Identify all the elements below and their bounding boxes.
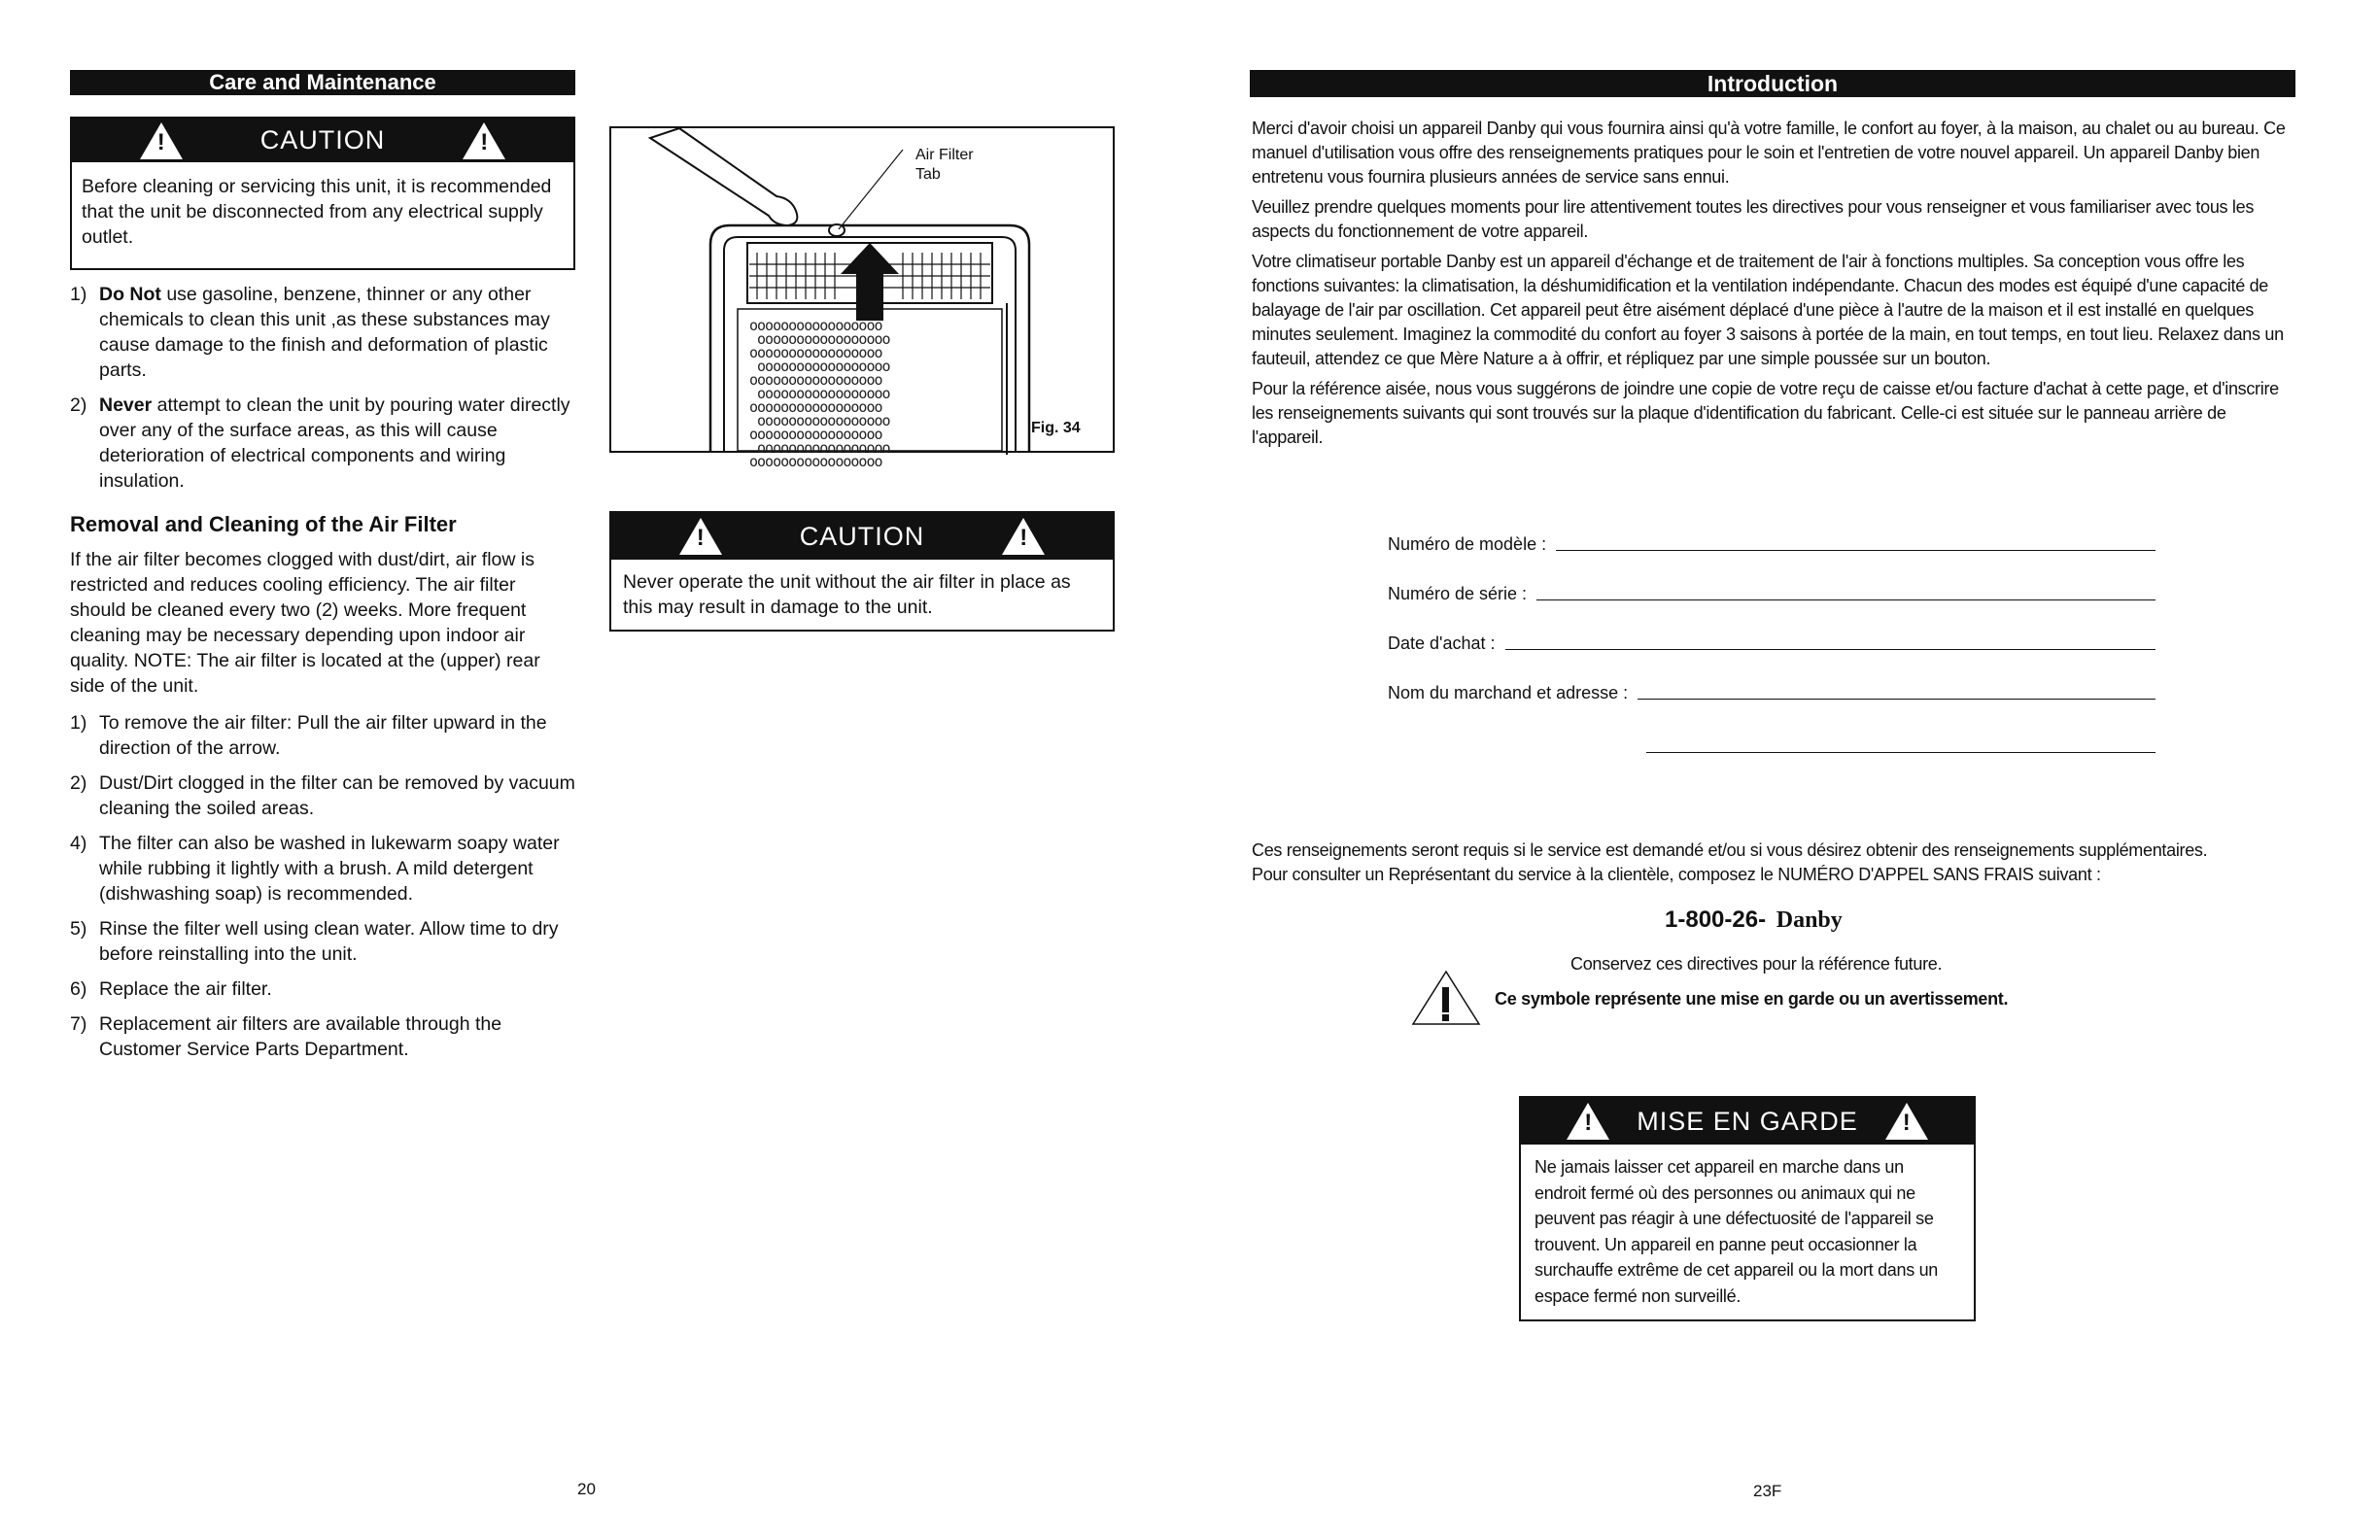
dealer-address-field[interactable] — [1388, 683, 2156, 703]
warning-triangle-icon: ! — [463, 122, 505, 159]
caution-heading — [611, 513, 1113, 560]
danby-logo: Danby — [1776, 907, 1843, 933]
keep-instructions-text: Conservez ces directives pour la référence future. — [1570, 954, 1943, 974]
figure-divider — [1006, 303, 1008, 455]
step-item: 2) Dust/Dirt clogged in the filter can be removed by vacuum cleaning the soiled areas. — [70, 772, 575, 819]
warning-triangle-icon: ! — [140, 122, 183, 159]
mise-en-garde-title: MISE EN GARDE — [1637, 1106, 1858, 1136]
grill-holes: ooooooooooooooooo ooooooooooooooooo ooooooooooooooooo ooooooooooooooooo ooooooooooooooooo ooooooooooooooooo ooooooooooooooooo ooooooooooooooooo ooooooooooooooooo ooooooooooooooooo ooooooooooooooooo — [749, 317, 890, 470]
symbol-explanation: Ce symbole représente une mise en garde ou un avertissement. — [1495, 989, 2009, 1009]
mise-en-garde-heading — [1521, 1098, 1974, 1145]
caution-heading — [72, 119, 573, 162]
page-number-left: 20 — [577, 1480, 596, 1498]
toll-free-number — [1665, 907, 1843, 934]
caution-title: CAUTION — [799, 521, 925, 551]
field-label: Numéro de série : — [1388, 584, 1528, 603]
intro-paragraph: Votre climatiseur portable Danby est un appareil d'échange et de traitement de l'air à fonctions multiples. Sa conception vous offre les fonctions suivantes: la climatisation, la déshumidification et la ventilation indépendante. Chacun des modes est équipé d'une capacité de balayage de l'air par oscillation. Cet appareil peut être aisément déplacé d'une pièce à l'autre de la maison et il est installé en quelques minutes seulement. Imaginez la commodité du confort au foyer 3 saisons à portée de la main, en tout temps, en tout lieu. Relaxez dans un fauteuil, attendez ce que Mère Nature a à offrir, et répliquez par une simple poussée sur un bouton. — [1252, 252, 2284, 368]
registration-form — [1388, 534, 2156, 753]
field-label: Nom du marchand et adresse : — [1388, 683, 1629, 702]
figure-label: Fig. 34 — [1031, 420, 1081, 436]
mise-en-garde-box — [1519, 1096, 1976, 1321]
mise-en-garde-text: Ne jamais laisser cet appareil en marche dans un endroit fermé où des personnes ou animaux qui ne peuvent pas réagir à une défectuosité de l'appareil se trouvent. Un appareil en panne peut occasionner la surchauffe extrême de cet appareil ou la mort dans un espace fermé non surveillé. — [1535, 1157, 1939, 1306]
warning-triangle-icon: ! — [1885, 1103, 1928, 1140]
caution-text: Never operate the unit without the air filter in place as this may result in damage to the unit. — [623, 571, 1071, 618]
air-filter-figure — [609, 126, 1115, 470]
intro-paragraphs — [1252, 117, 2295, 456]
phone-number: 1-800-26- — [1665, 907, 1767, 933]
intro-paragraph: Pour la référence aisée, nous vous suggérons de joindre une copie de votre reçu de caisse et/ou facture d'achat à cette page, et d'inscrire les renseignements suivants qui sont trouvés sur la plaque d'identification du fabricant. Celle-ci est située sur le panneau arrière de l'appareil. — [1252, 379, 2279, 447]
step-item: 7) Replacement air filters are available through the Customer Service Parts Department. — [70, 1013, 502, 1060]
step-item: 1) To remove the air filter: Pull the air filter upward in the direction of the arrow. — [70, 712, 547, 759]
warning-triangle-icon: ! — [679, 518, 722, 555]
warning-item: 1) Do Not use gasoline, benzene, thinner or any other chemicals to clean this unit ,as these substances may cause damage to the finish and deformation of plastic parts. — [70, 284, 550, 381]
page-number-right: 23F — [1753, 1482, 1782, 1500]
caution-symbol-icon — [1409, 968, 1483, 1028]
caution-text: Before cleaning or servicing this unit, it is recommended that the unit be disconnected from any electrical supply outlet. — [82, 176, 552, 248]
section-title: Removal and Cleaning of the Air Filter — [70, 512, 457, 536]
service-text-2: Pour consulter un Représentant du service à la clientèle, composez le NUMÉRO D'APPEL SANS FRAIS suivant : — [1252, 865, 2101, 884]
serial-number-field[interactable] — [1388, 584, 2156, 604]
caution-box-disconnect — [70, 117, 575, 270]
warning-triangle-icon: ! — [1567, 1103, 1609, 1140]
purchase-date-field[interactable] — [1388, 633, 2156, 654]
air-filter-label: Air Filter Tab — [915, 147, 974, 183]
section-intro: If the air filter becomes clogged with dust/dirt, air flow is restricted and reduces cooling efficiency. The air filter should be cleaned every two (2) weeks. More frequent cleaning may be necessary depending upon indoor air quality. NOTE: The air filter is located at the (upper) rear side of the unit. — [70, 549, 540, 697]
care-maintenance-header: Care and Maintenance — [70, 70, 575, 95]
caution-title: CAUTION — [259, 125, 386, 154]
field-label: Date d'achat : — [1388, 633, 1496, 653]
model-number-field[interactable] — [1388, 534, 2156, 555]
filter-steps-list — [70, 710, 575, 1072]
intro-paragraph: Merci d'avoir choisi un appareil Danby qui vous fournira ainsi qu'à votre famille, le confort au foyer, à la maison, au chalet ou au bureau. Ce manuel d'utilisation vous offre des renseignements pratiques pour le soin et l'entretien de votre nouvel appareil. Un appareil Danby bien entretenu vous fournira plusieurs années de service sans ennui. — [1252, 119, 2286, 187]
field-label: Numéro de modèle : — [1388, 534, 1547, 554]
intro-paragraph: Veuillez prendre quelques moments pour lire attentivement toutes les directives pour vous renseigner et vous familiariser avec tous les aspects du fonctionnement de votre appareil. — [1252, 197, 2255, 241]
step-item: 5) Rinse the filter well using clean water. Allow time to dry before reinstalling into the unit. — [70, 918, 559, 965]
warning-triangle-icon: ! — [1002, 518, 1045, 555]
step-item: 4) The filter can also be washed in lukewarm soapy water while rubbing it lightly with a brush. A mild detergent (dishwashing soap) is recommended. — [70, 833, 560, 905]
introduction-header: Introduction — [1250, 70, 2295, 97]
service-text-1: Ces renseignements seront requis si le service est demandé et/ou si vous désirez obtenir des renseignements supplémentaires. — [1252, 840, 2208, 860]
service-info — [1252, 838, 2295, 887]
warning-item: 2) Never attempt to clean the unit by pouring water directly over any of the surface areas, as this will cause deterioration of electrical components and wiring insulation. — [70, 394, 570, 492]
step-item: 6) Replace the air filter. — [70, 978, 272, 1000]
warnings-list — [70, 282, 575, 503]
dealer-address-line-2[interactable] — [1646, 733, 2156, 753]
caution-box-filter — [609, 511, 1115, 632]
